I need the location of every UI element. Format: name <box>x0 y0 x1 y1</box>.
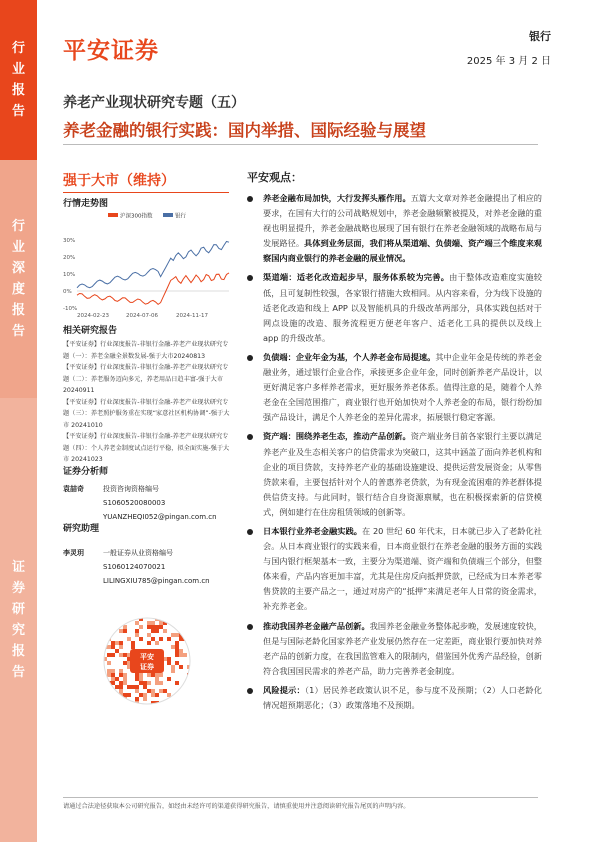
key-points-heading: 平安观点： <box>247 171 302 184</box>
sidebar-segment-industry-report: 行业报告 <box>0 0 37 160</box>
related-report-item[interactable]: 【平安证券】行业深度报告-非银行金融-养老产业现状研究专题（二）：养老服务迈向多元，养老用品日趋丰富-强于大市 20240911 <box>63 364 229 394</box>
key-point-item <box>247 683 542 713</box>
key-point-text: 资产端业务目前各家银行主要以满足养老产业及生态相关客户的信贷需求为突破口，这其中涵盖了面向养老机构和企业的项目贷款，支持养老产业的基础设施建设、提供运营发展资金；从零售贷款来看，主要包括针对个人的普惠养老贷款，为有现金流困难的养老群体提供信贷支持。与此同时，银行结合自身资源禀赋，也在积极探索新的信贷模式，例如建行在住房租赁领域的创新等。 <box>263 431 542 517</box>
assistant-name: 李灵玥 <box>63 549 84 557</box>
chart-legend <box>108 212 187 220</box>
analyst-cert-number: S1060520080003 <box>103 499 166 507</box>
sector-label: 银行 <box>529 30 551 43</box>
key-point-item <box>247 524 542 615</box>
legend-label-hs300: 沪深300指数 <box>120 213 153 220</box>
legend-swatch-bank <box>163 213 173 217</box>
qr-logo-text-bottom: 证券 <box>140 663 154 671</box>
xtick-label: 2024-07-06 <box>126 313 158 319</box>
analyst-info <box>103 482 243 524</box>
bullet-dot-icon <box>247 688 253 694</box>
trend-chart <box>63 207 231 319</box>
page-title: 养老金融的银行实践：国内举措、国际经验与展望 <box>63 121 426 140</box>
rating-label: 强于大市（维持） <box>63 173 175 189</box>
ytick-label: 20% <box>63 255 76 261</box>
bullet-dot-icon <box>247 275 253 281</box>
bullet-dot-icon <box>247 434 253 440</box>
legend-label-bank: 银行 <box>175 213 187 220</box>
xtick-label: 2024-11-17 <box>176 313 208 319</box>
analyst-cert-label: 投资咨询资格编号 <box>103 485 159 493</box>
bullet-dot-icon <box>247 355 253 361</box>
report-date: 2025 年 3 月 2 日 <box>466 56 551 67</box>
key-point-item <box>247 429 542 520</box>
key-point-lead: 渠道端：适老化改造起步早，服务体系较为完善。 <box>263 272 450 283</box>
company-logo: 平安证券 <box>63 38 159 64</box>
related-reports-list <box>63 339 231 466</box>
key-point-text: 在 20 世纪 60 年代末，日本就已步入了老龄化社会。从日本商业银行的实践来看，日本商业银行在养老金融的服务方面的实践与国内银行框架基本一致，主要分为渠道端、资产端和负债端三个部分，但整体来看，产品内容更加丰富，尤其是住房反向抵押贷款，已经成为日本养老零售贷款的主要产品之一，通过对房产的“抵押”来满足老年人日常的资金需求，补充养老金。 <box>263 525 542 612</box>
qr-code[interactable] <box>103 617 191 705</box>
series-line-bank <box>77 242 229 288</box>
rating-divider <box>63 192 229 193</box>
footer-divider <box>63 797 538 798</box>
qr-code-icon <box>103 617 191 705</box>
title-divider <box>63 144 538 145</box>
key-point-text: 由于整体改造难度实施较低，且可复制性较强，各家银行措施大致相同。从内容来看，分为线下设施的适老化改造和线上 APP 以及智能机具的升级改革两部分，具体实践包括对于网点设施的改造、服务流程更方便老年客户、适老化工具的提供以及线上 app 的升级改革。 <box>263 272 542 343</box>
analyst-block <box>63 482 233 526</box>
sidebar-segment-securities-report: 证券研究报告 <box>0 398 37 842</box>
ytick-label: 0% <box>63 289 72 295</box>
related-report-item[interactable]: 【平安证券】行业深度报告-非银行金融-养老产业现状研究专题（一）：养老金融全景数发展-强于大市20240813 <box>63 341 229 360</box>
legend-swatch-hs300 <box>108 213 118 217</box>
analyst-heading: 证券分析师 <box>63 467 109 477</box>
bullet-dot-icon <box>247 624 253 630</box>
key-point-lead: 推动我国养老金融产品创新。 <box>263 620 370 631</box>
ytick-label: 10% <box>63 272 76 278</box>
key-point-item <box>247 191 542 266</box>
key-point-lead: 风险提示： <box>263 684 305 695</box>
qr-logo-text-top: 平安 <box>140 653 154 661</box>
analyst-email[interactable]: YUANZHEQI052@pingan.com.cn <box>103 513 217 521</box>
assistant-heading: 研究助理 <box>63 524 100 534</box>
related-reports-heading: 相关研究报告 <box>63 326 118 336</box>
sidebar-segment-depth-report: 行业深度报告 <box>0 160 37 398</box>
key-point-lead: 养老金融布局加快，大行发挥头雁作用。 <box>263 193 411 203</box>
trend-heading: 行情走势图 <box>63 199 109 209</box>
key-point-emphasis: 具体到业务层面，我们将从渠道端、负债端、资产端三个维度来观察国内商业银行的养老金融的展业情况。 <box>263 238 542 264</box>
key-point-text: 其中企业年金是传统的养老金融业务，通过银行企业合作，承接更多企业年金，同时创新养老产品设计，以更好满足客户多样养老需求，更好服务养老体系。值得注意的是，随着个人养老金在全国范围推广，商业银行也开始加快对个人养老金的布局，银行纷纷加强产品设计，满足个人养老金的差异化需求，拓展银行稳定客源。 <box>263 351 542 423</box>
assistant-info <box>103 546 243 588</box>
xtick-label: 2024-02-23 <box>77 313 109 319</box>
assistant-email[interactable]: LILINGXIU785@pingan.com.cn <box>103 577 210 585</box>
key-point-text: 我国养老金融业务整体起步晚，发展速度较快，但是与国际老龄化国家养老产业发展仍然存在一定差距，商业银行要加快对养老产品的创新力度，在我国监管难入的限制内，借鉴国外优秀产品经验，创新符合我国国民需求的养老产品，助力完善养老金制度。 <box>263 620 542 676</box>
key-points-section <box>247 169 542 717</box>
trend-chart-svg <box>63 207 231 319</box>
key-point-item <box>247 619 542 679</box>
key-point-text: 五篇大文章对养老金融提出了相应的要求，在国有大行的公司战略规划中，养老金融频繁被提及，对养老金融的重视也明显提升，养老金融战略也展现了国有银行在养老金融领域的战略布局与发展路径。 <box>263 193 542 249</box>
related-report-item[interactable]: 【平安证券】行业深度报告-非银行金融-养老产业现状研究专题（四）：个人养老金制度试点运行平稳，拟全面实施-强于大市 20241023 <box>63 433 230 463</box>
ytick-label: -10% <box>63 306 78 312</box>
series-line-hs300 <box>77 273 229 305</box>
footer-disclaimer: 请通过合法途径获取本公司研究报告，如经由未经许可的渠道获得研究报告，请慎重使用并注意阅读研究报告尾页的声明内容。 <box>63 803 410 810</box>
assistant-block <box>63 546 233 590</box>
ytick-label: 30% <box>63 238 76 244</box>
series-title: 养老产业现状研究专题（五） <box>63 95 245 111</box>
key-point-lead: 负债端：企业年金为基，个人养老金布局提速。 <box>263 351 436 362</box>
bullet-dot-icon <box>247 529 253 535</box>
related-report-item[interactable]: 【平安证券】行业深度报告-非银行金融-养老产业现状研究专题（三）：养老照护服务重在实现“家意社区机构协调”-强于大市 20241010 <box>63 398 230 429</box>
key-point-text: （1）居民养老政策认识不足，参与度不及预期；（2）人口老龄化情况超预期恶化；（3）政策落地不及预期。 <box>263 684 542 710</box>
sidebar <box>0 0 37 842</box>
key-point-item <box>247 350 542 425</box>
key-point-lead: 日本银行业养老金融实践。 <box>263 525 363 536</box>
key-point-lead: 资产端：围绕养老生态，推动产品创新。 <box>263 431 411 442</box>
assistant-cert-label: 一般证券从业资格编号 <box>103 549 173 557</box>
analyst-name: 袁喆奇 <box>63 485 84 493</box>
assistant-cert-number: S1060124070021 <box>103 563 166 571</box>
bullet-dot-icon <box>247 196 253 202</box>
key-point-item <box>247 270 542 345</box>
